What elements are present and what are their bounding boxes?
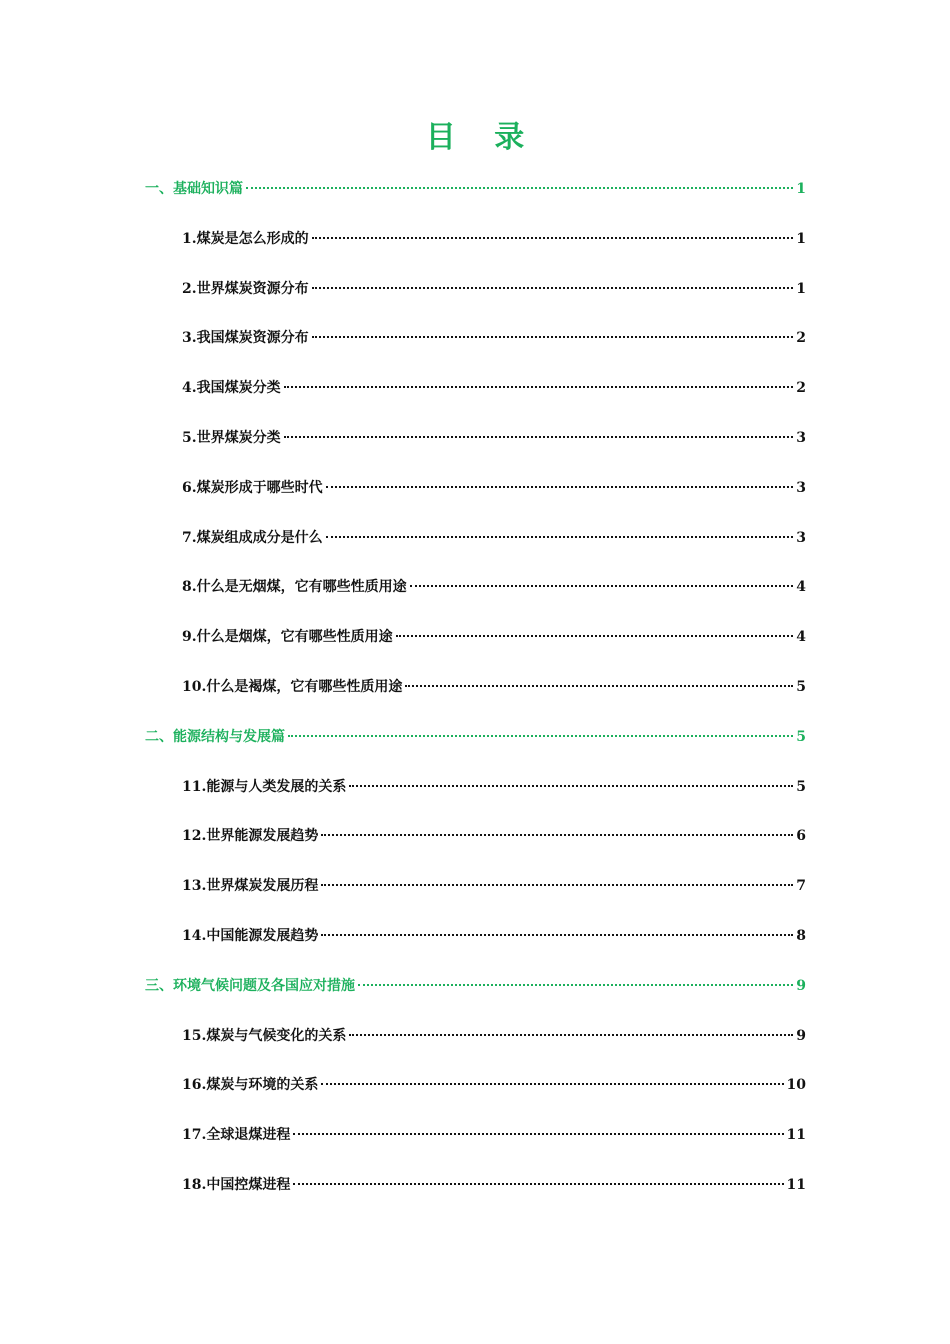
toc-entry-label: 2.世界煤炭资源分布 xyxy=(182,280,309,297)
toc-item-entry[interactable] xyxy=(145,572,806,622)
toc-item-entry[interactable] xyxy=(145,672,806,722)
toc-page-number: 5 xyxy=(796,778,806,795)
toc-item-entry[interactable] xyxy=(145,373,806,423)
toc-dot-leader xyxy=(326,536,794,538)
toc-item-entry[interactable] xyxy=(145,871,806,921)
toc-dot-leader xyxy=(312,237,794,239)
toc-page-number: 1 xyxy=(796,280,806,297)
toc-entry-label: 12.世界能源发展趋势 xyxy=(182,828,319,845)
toc-item-entry[interactable] xyxy=(145,1120,806,1170)
toc-page-number: 8 xyxy=(796,927,806,944)
toc-item-entry[interactable] xyxy=(145,1070,806,1120)
toc-entry-label: 3.我国煤炭资源分布 xyxy=(182,330,309,347)
toc-page-number: 9 xyxy=(796,1027,806,1044)
toc-entry-label: 9.什么是烟煤，它有哪些性质用途 xyxy=(182,629,393,646)
toc-dot-leader xyxy=(410,585,794,587)
toc-dot-leader xyxy=(396,635,794,637)
toc-entry-label: 一、基础知识篇 xyxy=(145,181,243,197)
toc-item-entry[interactable] xyxy=(145,274,806,324)
toc-dot-leader xyxy=(321,1083,783,1085)
toc-item-entry[interactable] xyxy=(145,423,806,473)
toc-page-number: 9 xyxy=(796,977,806,994)
toc-dot-leader xyxy=(321,934,793,936)
toc-entry-label: 10.什么是褐煤，它有哪些性质用途 xyxy=(182,678,403,695)
toc-dot-leader xyxy=(321,834,793,836)
toc-page-number: 11 xyxy=(786,1127,806,1144)
toc-entry-label: 8.什么是无烟煤，它有哪些性质用途 xyxy=(182,579,407,596)
toc-item-entry[interactable] xyxy=(145,921,806,971)
toc-item-entry[interactable] xyxy=(145,473,806,523)
toc-page-number: 1 xyxy=(796,230,806,247)
toc-entry-label: 15.煤炭与气候变化的关系 xyxy=(182,1027,347,1044)
toc-section-entry[interactable] xyxy=(145,722,806,772)
toc-dot-leader xyxy=(349,1034,793,1036)
table-of-contents xyxy=(145,174,806,1220)
toc-entry-label: 11.能源与人类发展的关系 xyxy=(182,778,347,795)
toc-dot-leader xyxy=(293,1183,783,1185)
toc-entry-label: 18.中国控煤进程 xyxy=(182,1176,291,1193)
page-title: 目 录 xyxy=(425,120,539,155)
toc-dot-leader xyxy=(288,735,793,737)
toc-entry-label: 16.煤炭与环境的关系 xyxy=(182,1077,319,1094)
toc-page-number: 3 xyxy=(796,479,806,496)
toc-dot-leader xyxy=(284,436,794,438)
toc-dot-leader xyxy=(312,287,794,289)
toc-page-number: 6 xyxy=(796,828,806,845)
toc-dot-leader xyxy=(312,336,794,338)
toc-page-number: 3 xyxy=(796,529,806,546)
toc-dot-leader xyxy=(321,884,793,886)
toc-page-number: 11 xyxy=(786,1176,806,1193)
toc-item-entry[interactable] xyxy=(145,1170,806,1220)
toc-page-number: 5 xyxy=(796,728,806,745)
toc-page-number: 4 xyxy=(796,579,806,596)
toc-section-entry[interactable] xyxy=(145,971,806,1021)
toc-page-number: 4 xyxy=(796,629,806,646)
toc-entry-label: 5.世界煤炭分类 xyxy=(182,429,281,446)
toc-entry-label: 1.煤炭是怎么形成的 xyxy=(182,230,309,247)
toc-dot-leader xyxy=(293,1133,783,1135)
toc-dot-leader xyxy=(284,386,794,388)
toc-item-entry[interactable] xyxy=(145,323,806,373)
toc-page-number: 3 xyxy=(796,429,806,446)
toc-section-entry[interactable] xyxy=(145,174,806,224)
toc-entry-label: 三、环境气候问题及各国应对措施 xyxy=(145,977,355,994)
toc-dot-leader xyxy=(405,685,793,687)
toc-dot-leader xyxy=(349,785,793,787)
toc-entry-label: 4.我国煤炭分类 xyxy=(182,380,281,397)
toc-item-entry[interactable] xyxy=(145,1021,806,1071)
toc-page-number: 2 xyxy=(796,330,806,347)
toc-item-entry[interactable] xyxy=(145,523,806,573)
toc-entry-label: 14.中国能源发展趋势 xyxy=(182,927,319,944)
toc-page-number: 1 xyxy=(796,181,806,197)
toc-item-entry[interactable] xyxy=(145,622,806,672)
toc-entry-label: 二、能源结构与发展篇 xyxy=(145,728,285,745)
toc-entry-label: 17.全球退煤进程 xyxy=(182,1127,291,1144)
toc-item-entry[interactable] xyxy=(145,224,806,274)
toc-entry-label: 13.世界煤炭发展历程 xyxy=(182,878,319,895)
toc-dot-leader xyxy=(358,984,793,986)
toc-item-entry[interactable] xyxy=(145,821,806,871)
toc-entry-label: 6.煤炭形成于哪些时代 xyxy=(182,479,323,496)
toc-dot-leader xyxy=(246,187,793,189)
toc-item-entry[interactable] xyxy=(145,772,806,822)
toc-dot-leader xyxy=(326,486,794,488)
toc-page-number: 5 xyxy=(796,678,806,695)
toc-page-number: 7 xyxy=(796,878,806,895)
toc-page-number: 2 xyxy=(796,380,806,397)
toc-entry-label: 7.煤炭组成成分是什么 xyxy=(182,529,323,546)
toc-page-number: 10 xyxy=(786,1077,806,1094)
